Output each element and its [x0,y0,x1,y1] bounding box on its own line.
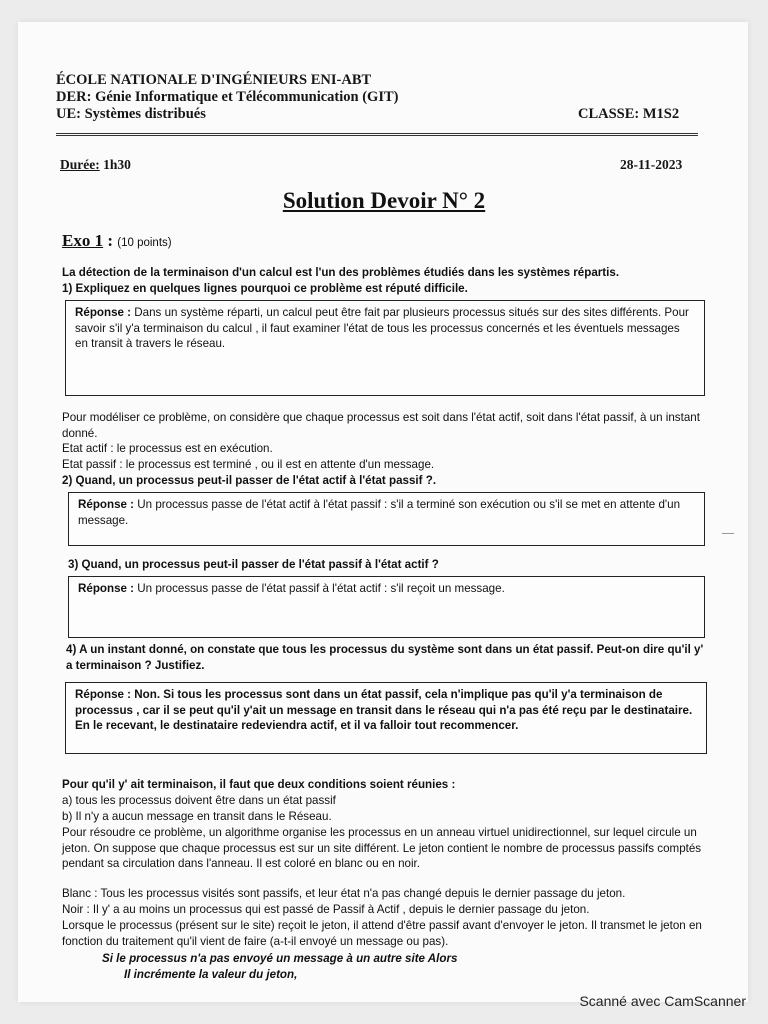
answer-label-1: Réponse : [75,306,132,319]
question-4: 4) A un instant donné, on constate que tous les processus du système sont dans un état passif. Peut-on dire qu'il y' a terminaison ? Justifiez. [66,643,704,672]
exam-date: 28-11-2023 [620,157,683,172]
exercise-separator: : [103,231,118,250]
model-line-3: Etat passif : le processus est terminé , ou il est en attente d'un message. [62,458,435,471]
conclusion-line-1: Pour qu'il y' ait terminaison, il faut que deux conditions soient réunies : [62,778,456,791]
conclusion-line-8: Si le processus n'a pas envoyé un message à un autre site Alors [102,952,458,965]
scan-mark [722,533,734,534]
exercise-points: (10 points) [117,237,172,249]
model-line-1: Pour modéliser ce problème, on considère que chaque processus est soit dans l'état actif, soit dans l'état passif, à un instant donné. [62,411,700,440]
answer-text-3: Un processus passe de l'état passif à l'état actif : s'il reçoit un message. [137,582,505,595]
conclusion-line-5: Blanc : Tous les processus visités sont passifs, et leur état n'a pas changé depuis le dernier passage du jeton. [62,887,626,900]
duration-value: 1h30 [103,157,131,172]
class-label: CLASSE: M1S2 [578,106,680,122]
header-divider [56,133,698,136]
department: DER: Génie Informatique et Télécommunication (GIT) [56,89,399,105]
course-unit: UE: Systèmes distribués [56,106,206,122]
answer-box-3 [68,576,705,638]
answer-text-2: Un processus passe de l'état actif à l'état passif : s'il a terminé son exécution ou s'il se met en attente d'un message. [78,498,681,527]
conclusion-line-6: Noir : Il y' a au moins un processus qui est passé de Passif à Actif , depuis le dernier passage du jeton. [62,903,590,916]
answer-text-4: Non. Si tous les processus sont dans un état passif, cela n'implique pas qu'il y'a terminaison de processus , car il se peut qu'il y'ait un message en transit dans le réseau qui n'a pas été reçu par le destinataire. En le recevant, le destinataire redeviendra actif, et il va falloir tout recommencer. [75,688,693,732]
answer-box-4 [65,682,707,754]
answer-label-2: Réponse : [78,498,135,511]
question-2: 2) Quand, un processus peut-il passer de l'état actif à l'état passif ?. [62,474,437,487]
conclusion-line-7: Lorsque le processus (présent sur le site) reçoit le jeton, il attend d'être passif avant d'envoyer le jeton. Il transmet le jeton en fonction du traitement qu'il vient de faire (a-t-il envoyé un message ou pas). [62,919,702,948]
answer-box-1 [65,300,705,396]
conclusion-line-9: Il incrémente la valeur du jeton, [124,968,298,981]
conclusion-line-3: b) Il n'y a aucun message en transit dans le Réseau. [62,810,332,823]
model-line-2: Etat actif : le processus est en exécution. [62,442,273,455]
answer-text-1: Dans un système réparti, un calcul peut être fait par plusieurs processus situés sur des sites différents. Pour savoir s'il y'a terminaison du calcul , il faut examiner l'état de tous les processus concernés et les éventuels messages en transit à travers le réseau. [75,306,689,350]
exercise-heading [62,231,172,251]
answer-label-3: Réponse : [78,582,135,595]
answer-box-2 [68,492,705,546]
duration [60,157,131,173]
page-title: Solution Devoir N° 2 [282,188,486,213]
school-name: ÉCOLE NATIONALE D'INGÉNIEURS ENI-ABT [56,72,372,88]
intro-text: La détection de la terminaison d'un calcul est l'un des problèmes étudiés dans les systèmes répartis. [62,266,620,279]
question-3: 3) Quand, un processus peut-il passer de l'état passif à l'état actif ? [68,558,439,571]
question-1: 1) Expliquez en quelques lignes pourquoi ce problème est réputé difficile. [62,282,468,295]
exercise-label: Exo 1 [62,231,104,250]
answer-label-4: Réponse : [75,688,132,701]
conclusion-line-4: Pour résoudre ce problème, un algorithme organise les processus en un anneau virtuel unidirectionnel, sur lequel circule un jeton. On suppose que chaque processus est sur un site différent. Le jeton contient le nombre de processus passifs comptés pendant sa circulation dans l'anneau. Il est coloré en blanc ou en noir. [62,826,702,870]
camscanner-watermark: Scanné avec CamScanner [579,993,746,1009]
duration-label: Durée: [60,157,100,172]
conclusion-line-2: a) tous les processus doivent être dans un état passif [62,794,336,807]
